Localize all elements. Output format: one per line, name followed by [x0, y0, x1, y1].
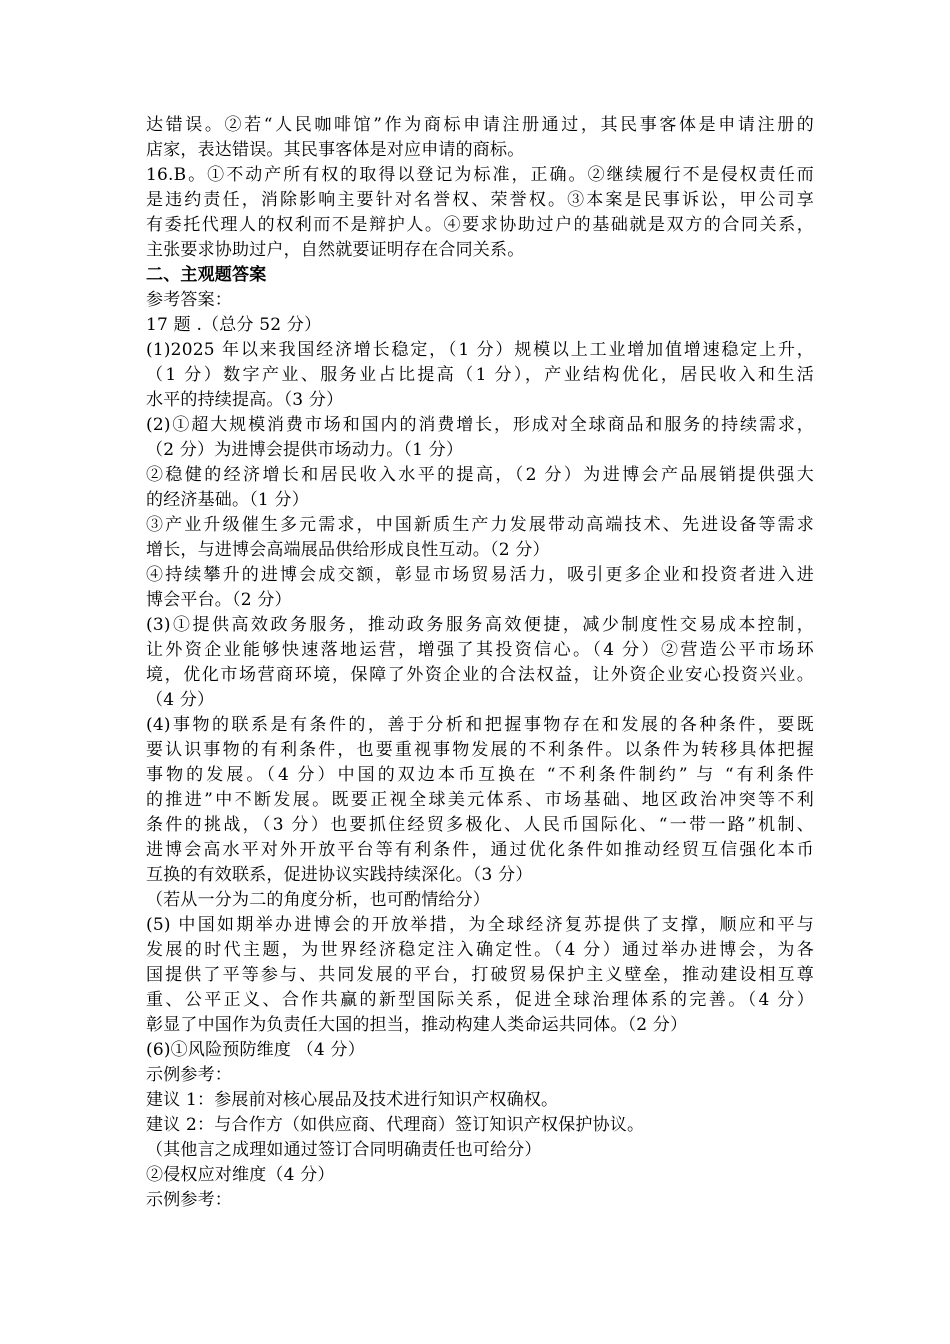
text-line: 是违约责任，消除影响主要针对名誉权、荣誉权。③本案是民事诉讼，甲公司享	[146, 190, 814, 210]
text-line: (6)①风险预防维度 （4 分）	[146, 1040, 365, 1060]
text-line: 有委托代理人的权利而不是辩护人。④要求协助过户的基础就是双方的合同关系，	[146, 215, 814, 235]
text-line: 互换的有效联系，促进协议实践持续深化。（3 分）	[146, 865, 533, 885]
text-line: 事物的发展。（4 分）中国的双边本币互换在 “不利条件制约” 与 “有利条件	[146, 765, 814, 785]
text-line: 博会平台。（2 分）	[146, 590, 292, 610]
text-line: 水平的持续提高。（3 分）	[146, 390, 344, 410]
text-line: 16.B。①不动产所有权的取得以登记为标准，正确。②继续履行不是侵权责任而	[146, 165, 814, 185]
text-line: (3)①提供高效政务服务，推动政务服务高效便捷，减少制度性交易成本控制，	[146, 615, 814, 635]
text-line: 示例参考：	[146, 1190, 232, 1210]
text-line: 境，优化市场营商环境，保障了外资企业的合法权益，让外资企业安心投资兴业。	[146, 665, 814, 685]
text-line: ②侵权应对维度（4 分）	[146, 1165, 335, 1185]
text-line: (4)事物的联系是有条件的，善于分析和把握事物存在和发展的各种条件，要既	[146, 715, 814, 735]
text-line: 的经济基础。（1 分）	[146, 490, 309, 510]
text-line: ④持续攀升的进博会成交额，彰显市场贸易活力，吸引更多企业和投资者进入进	[146, 565, 814, 585]
text-line: 让外资企业能够快速落地运营，增强了其投资信心。（4 分）②营造公平市场环	[146, 640, 814, 660]
text-line: 彰显了中国作为负责任大国的担当，推动构建人类命运共同体。（2 分）	[146, 1015, 688, 1035]
text-line: 17 题 .（总分 52 分）	[146, 315, 322, 335]
document-page	[146, 113, 814, 1213]
text-line: 达错误。②若“人民咖啡馆”作为商标申请注册通过，其民事客体是申请注册的	[146, 115, 814, 135]
text-line: （1 分）数字产业、服务业占比提高（1 分），产业结构优化，居民收入和生活	[146, 365, 814, 385]
text-line: 重、公平正义、合作共赢的新型国际关系，促进全球治理体系的完善。（4 分）	[146, 990, 814, 1010]
text-line: 要认识事物的有利条件，也要重视事物发展的不利条件。以条件为转移具体把握	[146, 740, 814, 760]
text-line: （2 分）为进博会提供市场动力。（1 分）	[146, 440, 464, 460]
text-line: 建议 2：与合作方（如供应商、代理商）签订知识产权保护协议。	[146, 1115, 645, 1135]
section-heading: 二、主观题答案	[146, 265, 267, 285]
text-line: (5) 中国如期举办进博会的开放举措，为全球经济复苏提供了支撑，顺应和平与	[146, 915, 814, 935]
text-line: ③产业升级催生多元需求，中国新质生产力发展带动高端技术、先进设备等需求	[146, 515, 814, 535]
text-line: (2)①超大规模消费市场和国内的消费增长，形成对全球商品和服务的持续需求，	[146, 415, 814, 435]
text-line: 增长，与进博会高端展品供给形成良性互动。（2 分）	[146, 540, 550, 560]
text-line: 国提供了平等参与、共同发展的平台，打破贸易保护主义壁垒，推动建设相互尊	[146, 965, 814, 985]
text-line: 的推进”中不断发展。既要正视全球美元体系、市场基础、地区政治冲突等不利	[146, 790, 814, 810]
text-line: （若从一分为二的角度分析，也可酌情给分）	[146, 890, 490, 910]
text-line: 建议 1：参展前对核心展品及技术进行知识产权确权。	[146, 1090, 559, 1110]
text-line: 进博会高水平对外开放平台等有利条件，通过优化条件如推动经贸互信强化本币	[146, 840, 814, 860]
text-line: 店家，表达错误。其民事客体是对应申请的商标。	[146, 140, 525, 160]
text-line: （其他言之成理如通过签订合同明确责任也可给分）	[146, 1140, 542, 1160]
text-line: 示例参考：	[146, 1065, 232, 1085]
text-line: 发展的时代主题，为世界经济稳定注入确定性。（4 分）通过举办进博会，为各	[146, 940, 814, 960]
text-line: 参考答案：	[146, 290, 232, 310]
text-line: (1)2025 年以来我国经济增长稳定，（1 分）规模以上工业增加值增速稳定上升，	[146, 340, 814, 360]
text-line: （4 分）	[146, 690, 215, 710]
text-line: 条件的挑战，（3 分）也要抓住经贸多极化、人民币国际化、“一带一路”机制、	[146, 815, 814, 835]
text-line: ②稳健的经济增长和居民收入水平的提高，（2 分）为进博会产品展销提供强大	[146, 465, 814, 485]
text-line: 主张要求协助过户，自然就要证明存在合同关系。	[146, 240, 525, 260]
